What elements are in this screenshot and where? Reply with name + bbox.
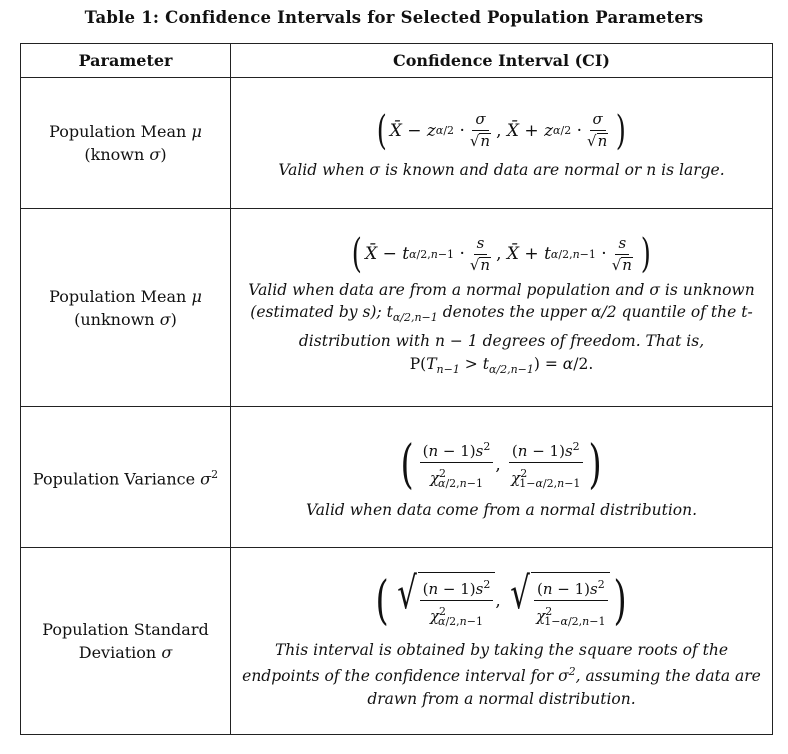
param-cell xyxy=(21,78,231,209)
ci-table xyxy=(20,43,773,735)
ci-note: This interval is obtained by taking the square roots of the endpoints of the confidence interval for $\sigma^2$, assuming the data are drawn from a normal distribution. xyxy=(242,640,761,708)
table-row xyxy=(21,78,773,209)
param-name: Population Variance $\sigma^2$ xyxy=(32,468,219,489)
param-cell xyxy=(21,407,231,548)
ci-note: Valid when σ is known and data are normal or n is large. xyxy=(278,161,725,180)
ci-cell xyxy=(231,407,773,548)
param-cell xyxy=(21,548,231,735)
ci-formula: ( X̄ − t α/2,n−1 · $\frac{s}{√n}$ , X̄ + t α/2,n−1 · $\frac{s}{√n}$ ) xyxy=(352,231,651,278)
param-qualifier: Deviation σ xyxy=(78,643,173,662)
table-row xyxy=(21,209,773,407)
header-row xyxy=(21,44,773,78)
ci-cell xyxy=(231,209,773,407)
param-name: Population Mean μ xyxy=(49,122,202,141)
ci-cell xyxy=(231,548,773,735)
ci-cell xyxy=(231,78,773,209)
ci-note: Valid when data are from a normal population and σ is unknown (estimated by s); $t_{\alpha/2,n-1}$ denotes the upper α/2 quantile of the t-distribution with n − 1 degrees of freedom. That is, $P(T_{n-1} > t_{\alpha/2,n-1}) = \alpha/2$. xyxy=(248,280,755,376)
table-row xyxy=(21,548,773,735)
ci-formula: ( √ $\frac{(n - 1)s^2}{\chi^2_{\alpha/2,n-1}}$ , √ $\frac{(n - 1)s^2}{\chi^2_{1-\alpha/2,n-1}}$ ) xyxy=(375,567,628,632)
param-name: Population Standard xyxy=(42,620,209,639)
table-title: Table 1: Confidence Intervals for Selected Population Parameters xyxy=(84,8,704,27)
param-cell xyxy=(21,209,231,407)
param-qualifier: (unknown σ) xyxy=(74,309,177,329)
ci-formula: ( X̄ − z α/2 · $\frac{\sigma}{√n}$ , X̄ + z α/2 · $\frac{\sigma}{√n}$ ) xyxy=(376,107,627,154)
table-row xyxy=(21,407,773,548)
param-name: Population Mean μ xyxy=(49,286,202,306)
header-ci: Confidence Interval (CI) xyxy=(231,44,773,78)
param-qualifier: (known σ) xyxy=(84,145,167,164)
ci-note: Valid when data come from a normal distribution. xyxy=(305,500,698,519)
ci-formula: ( $\frac{(n - 1)s^2}{\chi^2_{\alpha/2,n-1}}$ , $\frac{(n - 1)s^2}{\chi^2_{1-\alpha/2,n-1}}$ ) xyxy=(400,434,603,495)
header-parameter: Parameter xyxy=(21,44,231,78)
